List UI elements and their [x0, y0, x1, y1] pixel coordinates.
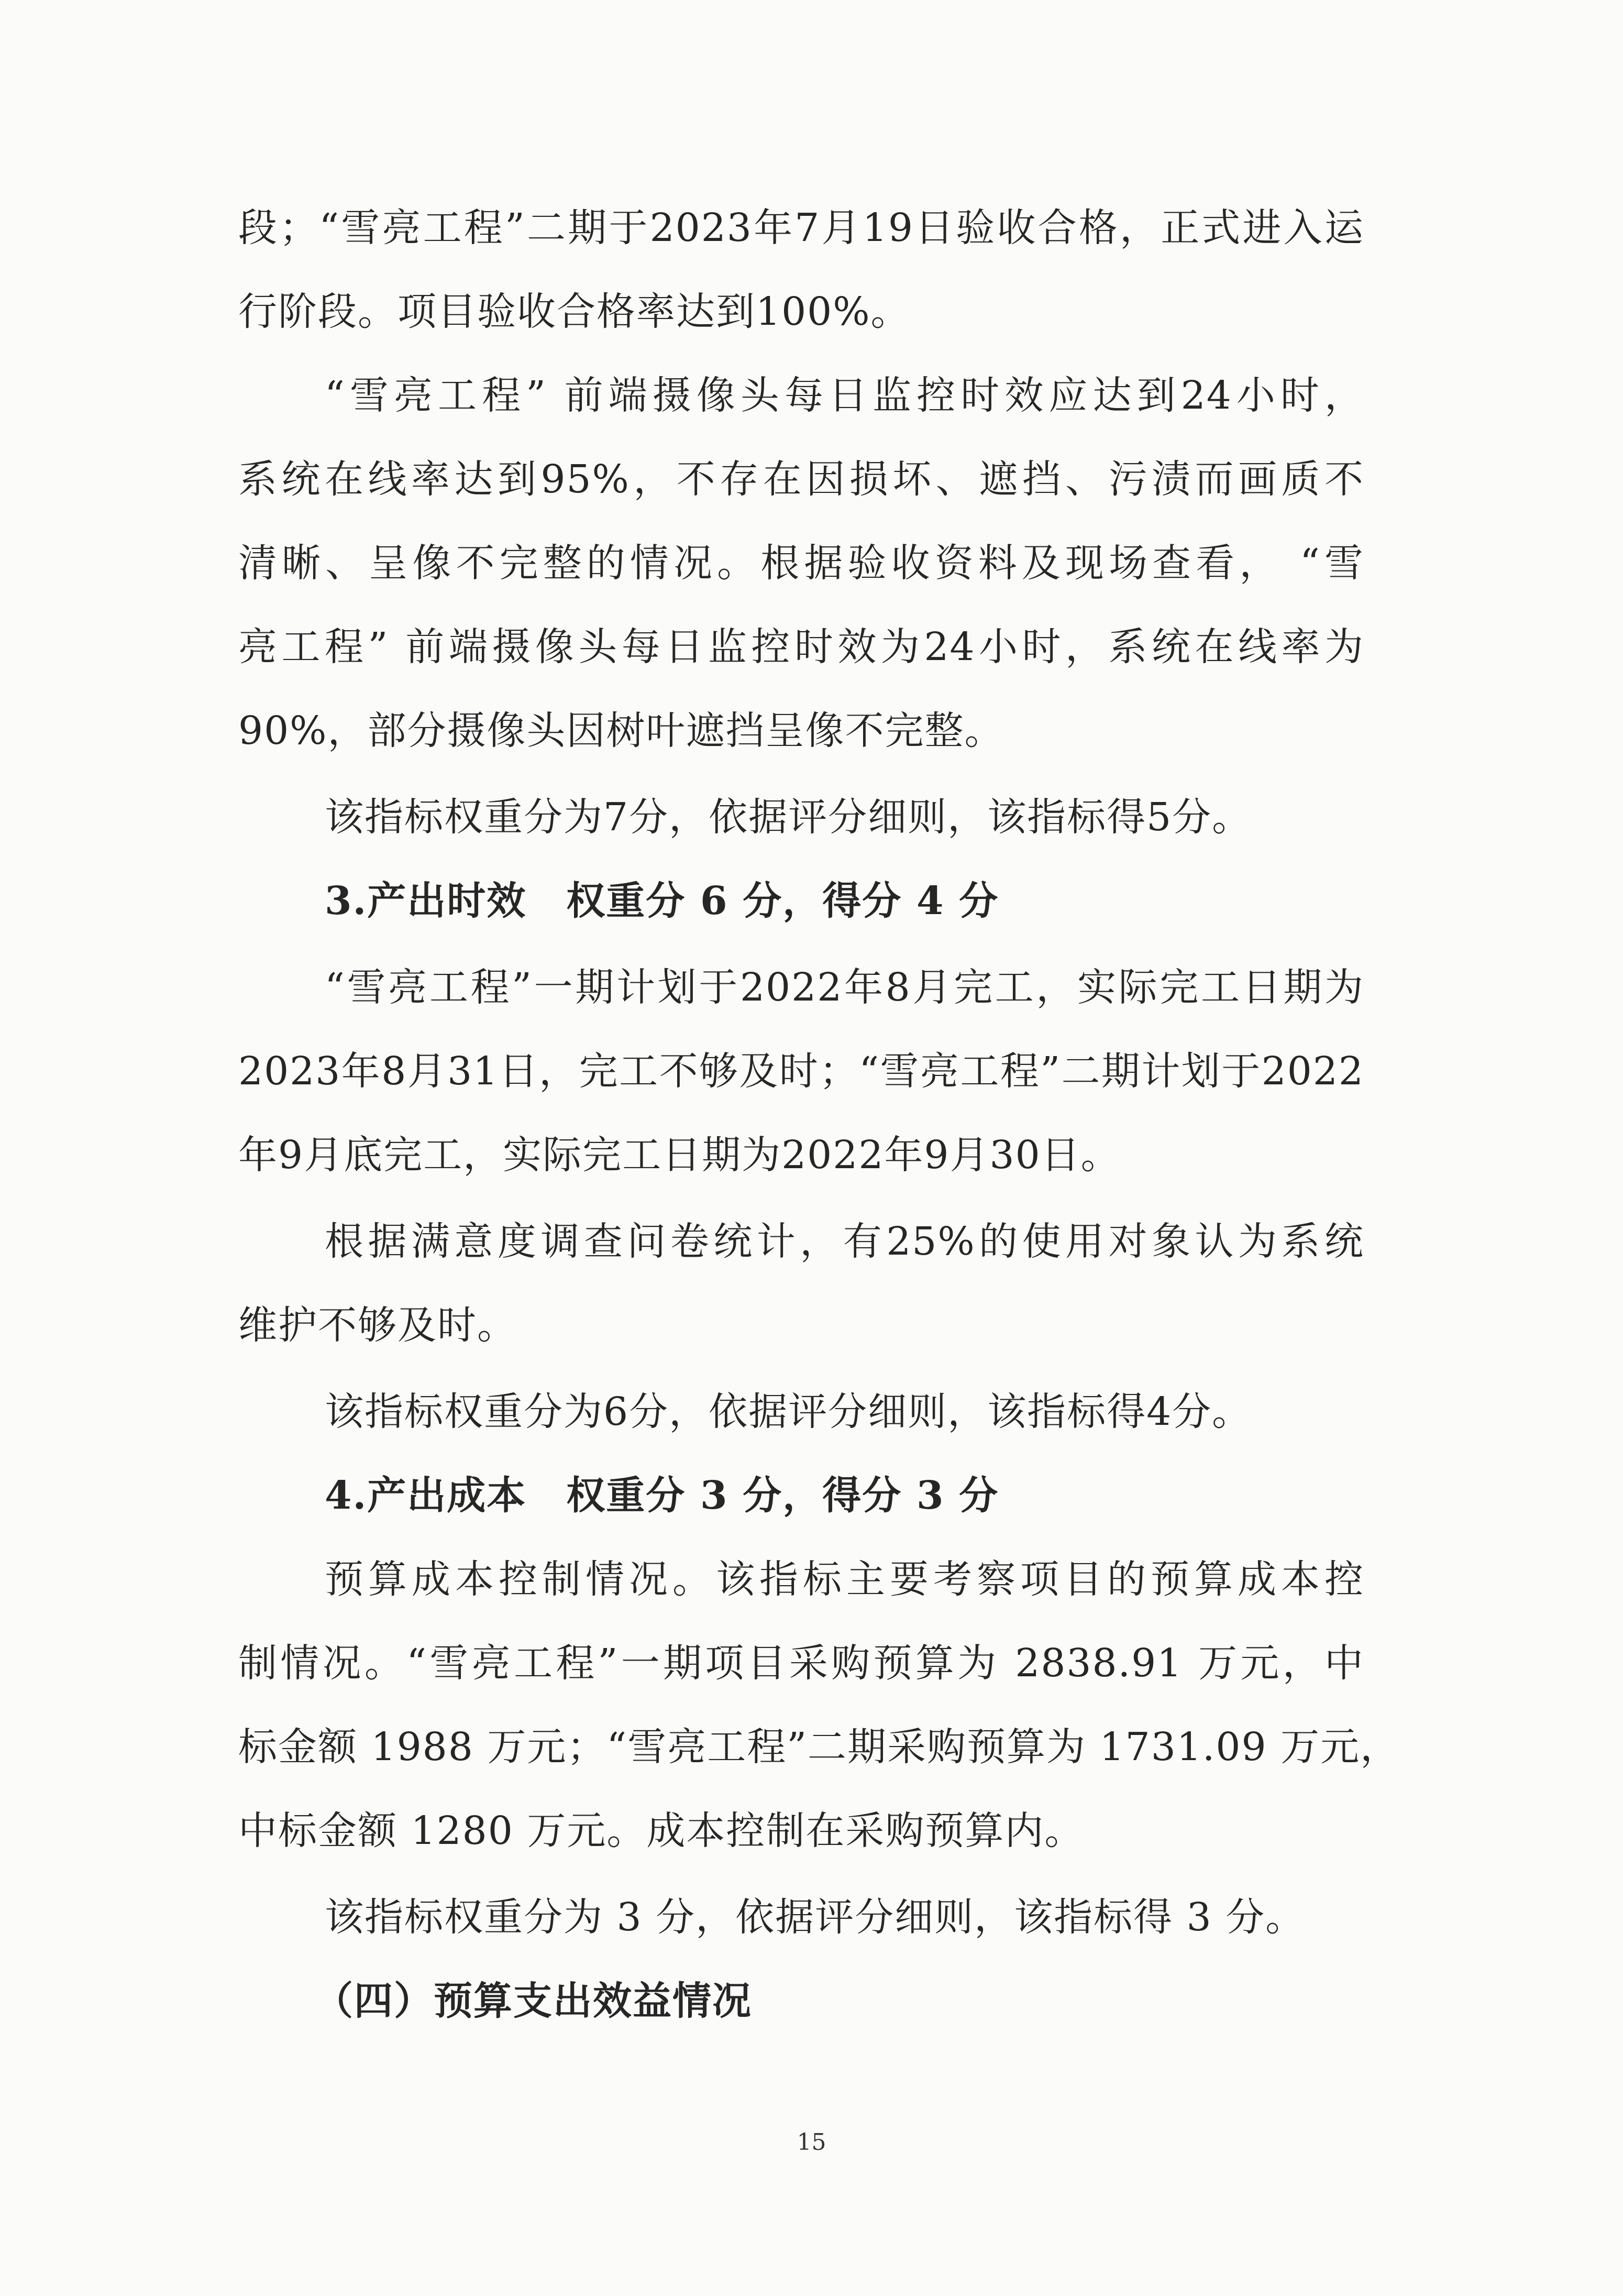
page-number: 15 — [797, 2129, 826, 2156]
paragraph-line: 该指标权重分为6分，依据评分细则，该指标得4分。 — [325, 1389, 1252, 1434]
section-heading: 3.产出时效 权重分 6 分，得分 4 分 — [325, 878, 999, 924]
paragraph-line: 制情况。“雪亮工程”一期项目采购预算为 2838.91 万元，中 — [238, 1641, 1364, 1686]
paragraph-line: 中标金额 1280 万元。成本控制在采购预算内。 — [238, 1808, 1085, 1853]
paragraph-line: 90%，部分摄像头因树叶遮挡呈像不完整。 — [238, 708, 1004, 753]
paragraph-line: 根据满意度调查问卷统计，有25%的使用对象认为系统 — [325, 1219, 1364, 1264]
paragraph-line: 2023年8月31日，完工不够及时；“雪亮工程”二期计划于2022 — [238, 1049, 1364, 1094]
paragraph-line: 年9月底完工，实际完工日期为2022年9月30日。 — [238, 1133, 1121, 1178]
paragraph-line: 段；“雪亮工程”二期于2023年7月19日验收合格，正式进入运 — [238, 205, 1364, 250]
paragraph-line: 该指标权重分为7分，依据评分细则，该指标得5分。 — [325, 795, 1252, 840]
paragraph-line: 标金额 1988 万元；“雪亮工程”二期采购预算为 1731.09 万元， — [238, 1724, 1400, 1770]
paragraph-line: 维护不够及时。 — [238, 1303, 517, 1348]
section-heading: 4.产出成本 权重分 3 分，得分 3 分 — [325, 1473, 999, 1518]
paragraph-line: 行阶段。项目验收合格率达到100%。 — [238, 289, 911, 334]
paragraph-line: 预算成本控制情况。该指标主要考察项目的预算成本控 — [325, 1557, 1364, 1602]
paragraph-line: 系统在线率达到95%，不存在因损坏、遮挡、污渍而画质不 — [238, 457, 1364, 502]
paragraph-line: 清晰、呈像不完整的情况。根据验收资料及现场查看， “雪 — [238, 541, 1364, 586]
section-heading: （四）预算支出效益情况 — [314, 1979, 752, 2024]
paragraph-line: 亮工程” 前端摄像头每日监控时效为24小时，系统在线率为 — [238, 624, 1364, 669]
paragraph-line: 该指标权重分为 3 分，依据评分细则，该指标得 3 分。 — [325, 1895, 1306, 1940]
paragraph-line: “雪亮工程” 前端摄像头每日监控时效应达到24小时， — [325, 373, 1364, 418]
paragraph-line: “雪亮工程”一期计划于2022年8月完工，实际完工日期为 — [325, 965, 1364, 1010]
